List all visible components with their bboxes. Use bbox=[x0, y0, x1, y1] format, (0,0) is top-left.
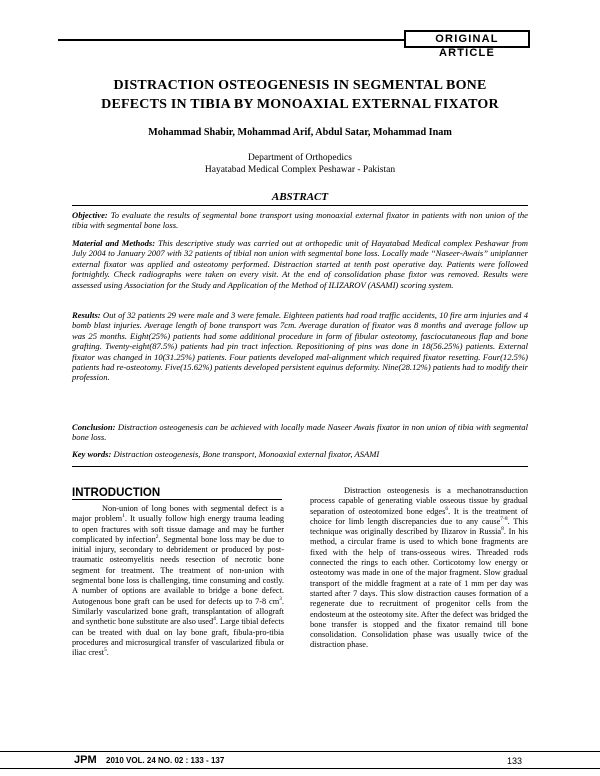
paper-title bbox=[60, 76, 540, 114]
title-line-1: DISTRACTION OSTEOGENESIS IN SEGMENTAL BONE bbox=[113, 78, 487, 93]
abstract-bottom-rule bbox=[72, 466, 528, 467]
introduction-heading: INTRODUCTION bbox=[72, 487, 161, 499]
citation: 6 bbox=[445, 505, 449, 512]
citation: 8 bbox=[501, 526, 504, 533]
abstract-objective bbox=[72, 210, 528, 231]
journal-volume: 2010 VOL. 24 NO. 02 : 133 - 137 bbox=[106, 756, 225, 765]
results-text: Out of 32 patients 29 were male and 3 were female. Eighteen patients had road traffic accidents, 10 fire arm injuries and 4 bomb blast injuries. Average length of bone transport was 7cm. Average duration of fixator was 8 months and average follow up was 25 months. Eight(25%) patients had some additional procedure in form of fibular osteotomy, fasciocutaneous flap and bone grafting. Twenty-eight(87.5%) patients had pin tract infection. Repositioning of pins was done in 18(56.25%) patients. External fixator was changed in 10(31.25%) patients. Four patients developed mal-alignment which required fixator resetting. Four(12.5%) patients had re-osteotomy. Five(15.62%) patients developed persistent equinus deformity. Nine(28.12%) patients had to modify their profession. bbox=[72, 310, 528, 383]
citation: 4 bbox=[213, 616, 216, 623]
author-list: Mohammad Shabir, Mohammad Arif, Abdul Satar, Mohammad Inam bbox=[148, 127, 452, 138]
article-type-badge: ORIGINAL ARTICLE bbox=[404, 30, 530, 48]
header-rule bbox=[58, 39, 404, 41]
methods-text: This descriptive study was carried out at orthopedic unit of Hayatabad Medical complex Peshawar from July 2004 to January 2007 with 32 patients of tibial non union with segmental bone loss. Locally made “Naseer-Awais” uniplanner external fixator was applied and osteotomy performed. Distraction started at tenth post operative day. Patients were followed fortnightly. Check radiographs were taken on every visit. At the end of consolidation phase fixtor was removed. Results were assessed using Association for the Study and Application of the Method of ILIZAROV (ASAMI) scoring system. bbox=[72, 238, 528, 290]
abstract-conclusion bbox=[72, 422, 528, 443]
citation: 2 bbox=[155, 534, 159, 541]
keywords-label: Key words: bbox=[72, 449, 112, 459]
affiliation bbox=[60, 152, 540, 176]
citation: 7-8 bbox=[500, 516, 508, 523]
conclusion-text: Distraction osteogenesis can be achieved with locally made Naseer Awais fixator in non union of tibia with segmental bone loss. bbox=[72, 422, 528, 443]
citation: 1 bbox=[122, 513, 125, 520]
objective-text: To evaluate the results of segmental bone transport using monoaxial external fixator in patients with non union of the tibia with segmental bone loss. bbox=[72, 210, 528, 231]
citation: 5 bbox=[104, 647, 107, 654]
footer-top-rule bbox=[0, 751, 600, 752]
journal-abbrev: JPM bbox=[74, 754, 97, 766]
abstract-top-rule bbox=[72, 205, 528, 206]
results-label: Results: bbox=[72, 310, 101, 320]
page-number: 133 bbox=[507, 756, 523, 766]
abstract-keywords bbox=[72, 449, 528, 459]
abstract-methods bbox=[72, 238, 528, 290]
footer-bottom-rule bbox=[0, 768, 600, 769]
title-line-2: DEFECTS IN TIBIA BY MONOAXIAL EXTERNAL FIXATOR bbox=[101, 97, 499, 112]
objective-label: Objective: bbox=[72, 210, 108, 220]
introduction-right-column: Distraction osteogenesis is a mechanotransduction process capable of generating viable osseous tissue by gradual separation of osteotomized bone edges$^6$. It is the treatment of choice for limb length discrepancies due to any cause$^{7-8}$. This technique was originally described by Ilizarov in Russia$^8$. In his method, a circular frame is used to which bone fragments are fixed with the help of trans-osseous wires. Threaded rods connected the rings to each other. Corticotomy low energy or osteotomy was made in one of the major fragment. Slow gradual transport of the middle fragment at a rate of 1 mm per day was started after 7 days. This slow distraction causes formation of a regenerate due to recruitment of progenitor cells from the endosteum at the osteotomy site. After the defect was bridged the bone transfer is stopped and the fixator remaind till bone consolidation. Consolidation phase was usually twice of the distraction phase. bbox=[310, 486, 529, 650]
introduction-left-column: Non-union of long bones with segmental defect is a major problem$^1$. It usually follow high energy trauma leading to open fractures with soft tissue damage and may be further complicated by infection$^2$. Segmental bone loss may be due to initial injury, secondary to debridement or produced by post-traumatic osteomyelitis needs resection of necrotic bone segment for treatment. The treatment of non-union with segmental bone loss is challenging, time consuming and costly. A number of options are available to bridge a bone defect. Autogenous bone graft can be used for defects up to 7-8 $cm^3$. Similarly vascularized bone graft, transplantation of allograft and synthetic bone substitute are also used$^4$. Large tibial defects can be treated with dual on lay bone graft, fibula-pro-tibia procedures and microsurgical transfer of vascularized fibula or iliac crest$^5$. bbox=[72, 504, 284, 658]
introduction-rule bbox=[72, 499, 282, 500]
affiliation-institution: Hayatabad Medical Complex Peshawar - Pakistan bbox=[204, 165, 396, 175]
conclusion-label: Conclusion: bbox=[72, 422, 116, 432]
abstract-results bbox=[72, 310, 528, 383]
abstract-heading: ABSTRACT bbox=[271, 191, 329, 203]
affiliation-department: Department of Orthopedics bbox=[248, 153, 352, 163]
citation: 3 bbox=[279, 595, 282, 602]
methods-label: Material and Methods: bbox=[72, 238, 156, 248]
keywords-text: Distraction osteogenesis, Bone transport, Monoaxial external fixator, ASAMI bbox=[113, 449, 380, 459]
